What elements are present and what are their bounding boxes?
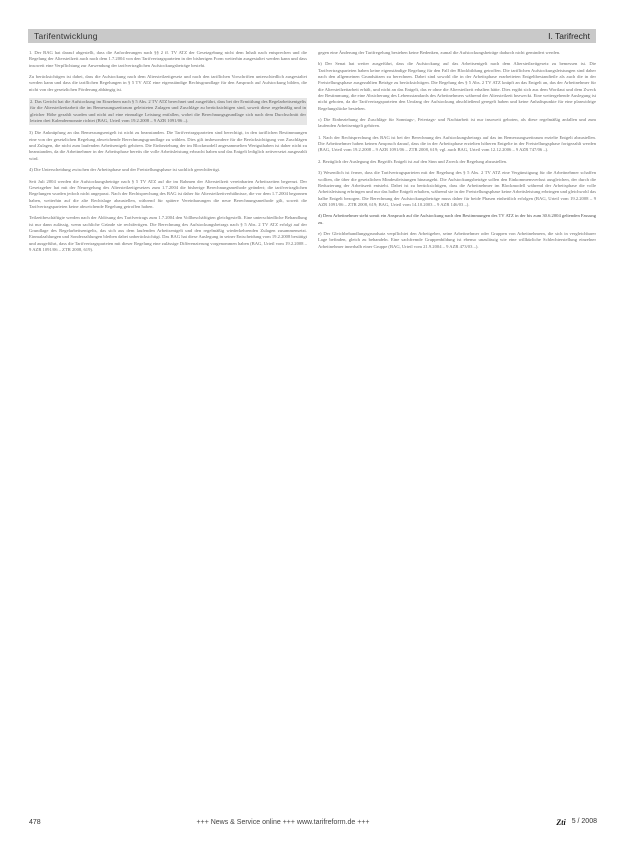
text-columns xyxy=(29,50,596,812)
body-paragraph: d) Dem Arbeitnehmer steht somit ein Anspruch auf die Aufstockung nach den Bestimmungen des TV ATZ in der bis zum 30.6.2004 geltenden Fassung zu. xyxy=(318,213,596,225)
body-paragraph: 2. Das Gericht hat die Aufstockung im Einzelnen nach § 5 Abs. 2 TV ATZ berechnet und ausgeführt, dass bei der Ermittlung des Regelarbeitsentgelts für die Altersteilzeitarbeit die im Bemessungszeitraum geleisteten Zulagen und Zuschläge zu berücksichtigen sind, soweit diese regelmäßig und in gleicher Höhe gezahlt wurden und nicht auf eine einmalige Leistung entfallen, wobei die Berechnungsgrundlage sich nach dem Durchschnitt der letzten drei Kalendermonate richtet (BAG, Urteil vom 19.2.2008 – 9 AZR 1091/06 –). xyxy=(29,98,307,125)
issue-number: 5 / 2008 xyxy=(571,817,597,825)
body-paragraph: 2. Bezüglich der Auslegung des Begriffs Entgelt ist auf den Sinn und Zweck der Regelung abzustellen. xyxy=(318,158,508,164)
body-paragraph: 1. Nach der Rechtsprechung des BAG ist bei der Berechnung des Aufstockungsbetrags auf das im Bemessungszeitraum erzielte Entgelt abzustellen. Die Arbeitnehmer haben keinen Anspruch darauf, dass die in der Arbeitsphase erzielten höheren Entgelte in der Freistellungsphase fortgezahlt werden (BAG, Urteil vom 19.2.2008 – 9 AZR 1091/06 – ZTR 2008, 619; vgl. auch BAG, Urteil vom 12.12.2006 – 9 AZR 747/06 –). xyxy=(318,134,596,153)
body-paragraph: Seit Juli 2004 werden die Aufstockungsbeträge nach § 5 TV ATZ auf die im Rahmen der Altersteilzeit vereinbarten Arbeitszeiten begrenzt. Der Gesetzgeber hat mit der Neuregelung des Altersteilzeitgesetzes zum 1.7.2004 die bisherige Berechnungsmethode geändert; die tarifvertraglichen Regelungen wurden jedoch nicht angepasst. Nach der Rechtsprechung des BAG ist daher für Altersteilzeitverhältnisse, die vor dem 1.7.2004 begonnen haben, weiterhin auf die alte Rechtslage abzustellen, während für spätere Vereinbarungen die neue Berechnungsmethode gilt, soweit die Tarifvertragsparteien keine abweichende Regelung getroffen haben. xyxy=(29,178,307,209)
body-paragraph: 1. Der BAG hat darauf abgestellt, dass die Anforderungen nach §§ 2 ff. TV ATZ der Gesetzgebung nicht dem Inhalt nach entsprechen und die Regelung der Altersteilzeit auch nach dem 1.7.2004 von den Tarifvertragsparteien in der bisherigen Form weiterhin ausgestaltet werden kann und dass insoweit eine Verpflichtung zur Anwendung der tarifvertraglichen Aufstockungsbeträge besteht. xyxy=(29,50,307,68)
header-section-title: Tarifentwicklung xyxy=(34,31,98,41)
left-column xyxy=(29,50,307,812)
body-paragraph: gegen eine Änderung der Tarifregelung bestehen keine Bedenken, zumal die Aufstockungsbeträge dadurch nicht gemindert werden. xyxy=(318,50,561,55)
right-column xyxy=(318,50,596,812)
header-chapter-title: I. Tarifrecht xyxy=(548,31,590,41)
page-footer xyxy=(29,817,597,827)
footer-issue xyxy=(477,818,597,827)
body-paragraph: c) Die Einbeziehung der Zuschläge für Sonntags-, Feiertags- und Nachtarbeit ist nur insoweit geboten, als diese regelmäßig anfallen und zum laufenden Arbeitsentgelt gehören. xyxy=(318,117,596,129)
footer-web-link[interactable]: +++ News & Service online +++ www.tarifreform.de +++ xyxy=(196,818,370,826)
running-header xyxy=(28,29,596,43)
body-paragraph: Teilzeitbeschäftigte werden nach der Ablösung des Tarifvertrags zum 1.7.2004 den Vollbeschäftigten gleichgestellt. Eine unterschiedliche Behandlung ist nur dann zulässig, wenn sachliche Gründe sie rechtfertigen. Die Berechnung des Aufstockungsbetrags nach § 5 Abs. 2 TV ATZ erfolgt auf der Grundlage des Regelarbeitsentgelts, das sich aus dem laufenden Arbeitsentgelt und den regelmäßig wiederkehrenden Zulagen zusammensetzt. Einmalzahlungen und Sonderzahlungen bleiben dabei unberücksichtigt. Das BAG hat diese Auslegung in seiner Entscheidung vom 19.2.2008 bestätigt und ausgeführt, dass die Tarifvertragsparteien mit dieser Regelung eine zulässige Differenzierung vorgenommen haben (BAG, Urteil vom 19.2.2008 – 9 AZR 1091/06 – ZTR 2008, 619). xyxy=(29,215,307,252)
body-paragraph: e) Der Gleichbehandlungsgrundsatz verpflichtet den Arbeitgeber, seine Arbeitnehmer oder Gruppen von Arbeitnehmern, die sich in vergleichbarer Lage befinden, gleich zu behandeln. Eine sachfremde Gruppenbildung ist ebenso unzulässig wie eine willkürliche Schlechterstellung einzelner Arbeitnehmer innerhalb einer Gruppe (BAG, Urteil vom 21.9.2004 – 9 AZR 473/03 –). xyxy=(318,230,596,249)
body-paragraph: 4) Die Unterscheidung zwischen der Arbeitsphase und der Freistellungsphase ist sachlich gerechtfertigt. xyxy=(29,167,221,173)
body-paragraph: 3) Die Anknüpfung an das Bemessungsentgelt ist nicht zu beanstanden. Die Tarifvertragsparteien sind berechtigt, in den tariflichen Bestimmungen eine von der gesetzlichen Regelung abweichende Berechnungsgrundlage zu wählen. Dies gilt insbesondere für die Berücksichtigung von Zuschlägen und Zulagen, die nicht zum laufenden Arbeitsentgelt gehören. Die Einbeziehung der im Blockmodell angesammelten Wertguthaben ist daher nicht zu beanstanden, da die Arbeitnehmer in der Arbeitsphase bereits die volle Arbeitsleistung erbracht haben und das Entgelt lediglich zeitversetzt ausgezahlt wird. xyxy=(29,130,307,161)
body-paragraph: b) Der Senat hat weiter ausgeführt, dass die Aufstockung auf das Arbeitsentgelt nach dem Altersteilzeitgesetz zu bemessen ist. Die Tarifvertragsparteien haben keine eigenständige Regelung für den Fall der Blockbildung getroffen. Die tariflichen Aufstockungsleistungen sind daher nach den allgemeinen Grundsätzen zu berechnen. Dabei sind sowohl die in der Arbeitsphase erarbeiteten Entgeltbestandteile als auch die in der Freistellungsphase ausgezahlten Beträge zu berücksichtigen. Die Regelung des § 5 Abs. 2 TV ATZ knüpft an das Entgelt an, das der Arbeitnehmer für die Altersteilzeitarbeit erhält, und nicht an das Entgelt, das er ohne die Altersteilzeit erhalten hätte. Dies ergibt sich aus dem Wortlaut und dem Zweck der Bestimmung, die eine Absicherung des Lebensstandards des Arbeitnehmers während der Altersteilzeit bezweckt. Eine weitergehende Auslegung ist nicht geboten, da die Tarifvertragsparteien den Umfang der Aufstockung abschließend geregelt haben und keine Anhaltspunkte für eine planwidrige Regelungslücke bestehen. xyxy=(318,61,596,111)
body-paragraph: Zu berücksichtigen ist dabei, dass die Aufstockung nach dem Altersteilzeitgesetz und nach den tariflichen Vorschriften unterschiedlich ausgestaltet werden kann und dass die tariflichen Regelungen in § 5 TV ATZ eine eigenständige Rechtsgrundlage für den Anspruch auf Aufstockung bilden, die nicht von der gesetzlichen Förderung abhängig ist. xyxy=(29,74,307,92)
page-number: 478 xyxy=(29,818,41,826)
body-paragraph: 3) Wesentlich ist ferner, dass die Tarifvertragsparteien mit der Regelung des § 5 Abs. 2 TV ATZ eine Vergünstigung für die Arbeitnehmer schaffen wollten, die über die gesetzlichen Mindestleistungen hinausgeht. Die Aufstockungsbeträge sollen den Einkommensverlust ausgleichen, der durch die Reduzierung der Arbeitszeit entsteht. Dabei ist zu berücksichtigen, dass die Arbeitnehmer im Blockmodell während der Arbeitsphase die volle Arbeitsleistung erbringen und nur das halbe Entgelt erhalten, während sie in der Freistellungsphase keine Arbeitsleistung erbringen und gleichwohl das halbe Entgelt bezogen. Die Berechnung der Aufstockungsbeträge muss daher für beide Phasen einheitlich erfolgen (BAG, Urteil vom 19.2.2008 – 9 AZR 1091/06 – ZTR 2008, 619; BAG, Urteil vom 14.10.2003 – 9 AZR 146/03 –). xyxy=(318,170,596,207)
journal-logo: Zti xyxy=(556,817,566,827)
